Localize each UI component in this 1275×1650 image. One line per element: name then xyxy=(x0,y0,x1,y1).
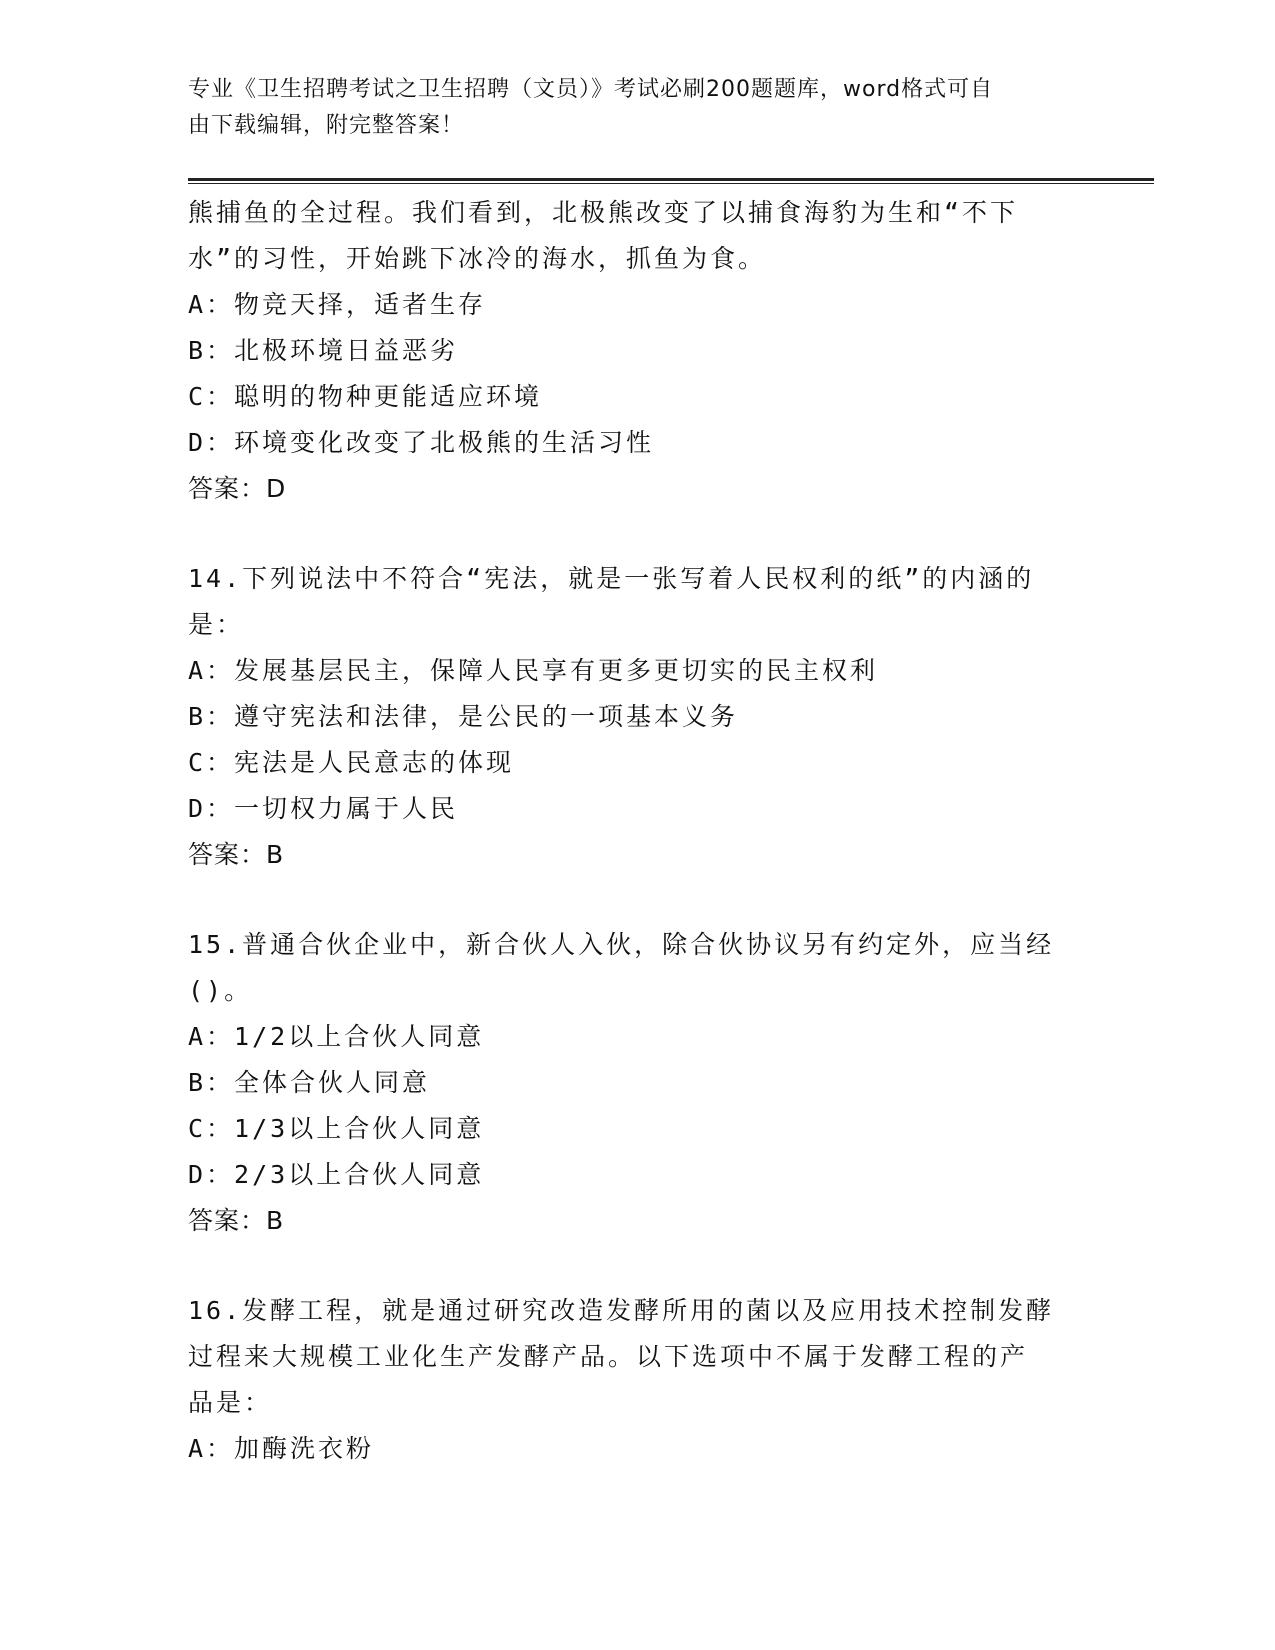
question-stem-line: 是： xyxy=(188,610,245,639)
option-b: B：遵守宪法和法律，是公民的一项基本义务 xyxy=(188,702,739,731)
question-list xyxy=(188,190,1088,1472)
answer-line: 答案：B xyxy=(188,840,285,869)
document-header xyxy=(188,72,1088,144)
question-spacer xyxy=(188,1244,1088,1288)
question-stem-line: 熊捕鱼的全过程。我们看到，北极熊改变了以捕食海豹为生和“不下 xyxy=(188,198,1019,227)
question-14 xyxy=(188,556,1088,878)
question-spacer xyxy=(188,878,1088,922)
option-c: C：聪明的物种更能适应环境 xyxy=(188,382,543,411)
header-line-1: 专业《卫生招聘考试之卫生招聘（文员）》考试必刷200题题库，word格式可自 xyxy=(188,77,994,102)
option-d: D：一切权力属于人民 xyxy=(188,794,459,823)
option-b: B：全体合伙人同意 xyxy=(188,1068,431,1097)
option-a: A：发展基层民主，保障人民享有更多更切实的民主权利 xyxy=(188,656,879,685)
question-16 xyxy=(188,1288,1088,1472)
header-rule-thick xyxy=(188,178,1154,181)
question-stem-line: 16.发酵工程，就是通过研究改造发酵所用的菌以及应用技术控制发酵 xyxy=(188,1296,1055,1325)
option-a: A：物竞天择，适者生存 xyxy=(188,290,487,319)
question-stem-line: 15.普通合伙企业中，新合伙人入伙，除合伙协议另有约定外，应当经 xyxy=(188,930,1055,959)
question-stem-line: 水”的习性，开始跳下冰冷的海水，抓鱼为食。 xyxy=(188,244,767,273)
answer-line: 答案：D xyxy=(188,474,287,503)
option-a: A：1/2以上合伙人同意 xyxy=(188,1022,485,1051)
question-spacer xyxy=(188,512,1088,556)
option-d: D：2/3以上合伙人同意 xyxy=(188,1160,485,1189)
option-b: B：北极环境日益恶劣 xyxy=(188,336,459,365)
question-15 xyxy=(188,922,1088,1244)
question-stem-line: 14.下列说法中不符合“宪法，就是一张写着人民权利的纸”的内涵的 xyxy=(188,564,1035,593)
question-stem-line: 过程来大规模工业化生产发酵产品。以下选项中不属于发酵工程的产 xyxy=(188,1342,1029,1371)
question-stem-line: ()。 xyxy=(188,976,253,1005)
header-line-2: 由下载编辑，附完整答案！ xyxy=(188,113,465,138)
option-d: D：环境变化改变了北极熊的生活习性 xyxy=(188,428,655,457)
option-a: A：加酶洗衣粉 xyxy=(188,1434,375,1463)
answer-line: 答案：B xyxy=(188,1206,285,1235)
option-c: C：1/3以上合伙人同意 xyxy=(188,1114,485,1143)
question-stem-line: 品是： xyxy=(188,1388,273,1417)
header-rule-thin xyxy=(188,183,1154,184)
question-13-continued xyxy=(188,190,1088,512)
option-c: C：宪法是人民意志的体现 xyxy=(188,748,515,777)
